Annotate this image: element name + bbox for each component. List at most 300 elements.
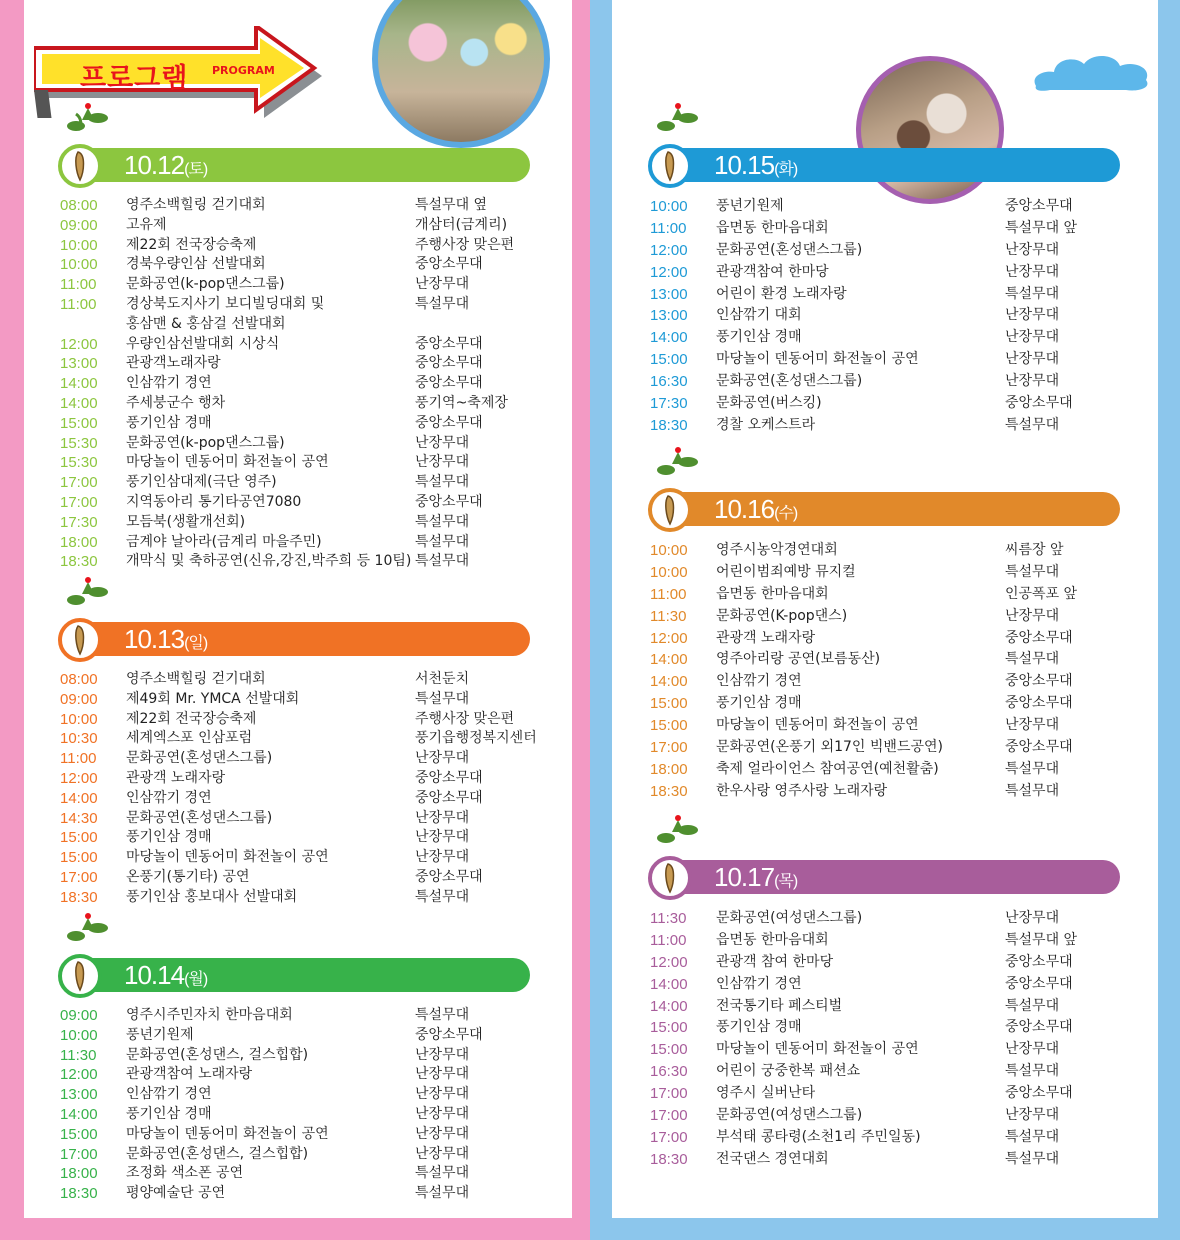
event-time: 18:30 — [650, 416, 688, 434]
event-venue: 인공폭포 앞 — [1005, 585, 1078, 602]
event-name: 조정화 색소폰 공연 — [126, 1165, 244, 1182]
event-name: 모듬북(생활개선회) — [126, 513, 246, 530]
event-time: 12:00 — [60, 335, 98, 353]
event-time: 12:00 — [650, 629, 688, 647]
event-name: 우량인삼선발대회 시상식 — [126, 335, 280, 352]
event-venue: 특설무대 — [1005, 782, 1060, 799]
event-venue: 특설무대 옆 — [415, 197, 488, 213]
event-row — [60, 1105, 530, 1125]
day-header-bar — [650, 492, 1120, 526]
event-row — [650, 1061, 1120, 1083]
event-list — [650, 196, 1120, 437]
event-time: 17:00 — [60, 1145, 98, 1163]
event-row — [650, 737, 1120, 759]
event-row — [60, 394, 530, 414]
event-venue: 중앙소무대 — [1005, 629, 1073, 646]
event-time: 10:30 — [60, 730, 98, 748]
event-name: 문화공연(여성댄스그룹) — [716, 1107, 863, 1124]
event-row — [650, 371, 1120, 393]
event-venue: 난장무대 — [415, 1105, 470, 1122]
event-venue: 특설무대 — [1005, 563, 1060, 580]
event-venue: 특설무대 — [415, 513, 470, 530]
event-name: 마당놀이 덴동어미 화전놀이 공연 — [126, 454, 329, 471]
event-venue: 중앙소무대 — [1005, 975, 1073, 992]
event-time: 15:00 — [650, 351, 688, 369]
event-row — [60, 729, 537, 749]
event-row — [650, 1039, 1120, 1061]
event-venue: 특설무대 — [415, 690, 470, 707]
event-time: 15:30 — [60, 454, 98, 472]
event-time: 14:00 — [60, 394, 98, 412]
ginseng-icon — [58, 574, 118, 664]
event-row — [650, 1127, 1120, 1149]
event-name: 문화공연(혼성댄스그룹) — [126, 809, 273, 826]
event-time: 10:00 — [60, 1026, 98, 1044]
event-venue: 씨름장 앞 — [1005, 542, 1064, 558]
event-row — [60, 414, 530, 434]
event-row — [650, 606, 1120, 628]
day-header-bar — [60, 622, 530, 656]
event-venue: 중앙소무대 — [415, 355, 483, 372]
event-name: 경찰 오케스트라 — [716, 416, 816, 433]
event-list — [60, 1006, 530, 1204]
event-time: 10:00 — [60, 236, 98, 254]
event-venue: 주행사장 맞은편 — [415, 236, 515, 253]
event-venue: 중앙소무대 — [415, 256, 483, 273]
day-title: 10.13(일) — [124, 624, 208, 654]
event-name: 개막식 및 축하공연(신유,강진,박주희 등 10팀) — [126, 553, 412, 570]
event-venue: 중앙소무대 — [415, 493, 483, 510]
event-venue: 특설무대 — [415, 1165, 470, 1182]
event-row — [60, 809, 530, 829]
event-row — [650, 393, 1120, 415]
event-name: 한우사랑 영주사랑 노래자랑 — [716, 782, 888, 799]
event-name: 관광객 참여 한마당 — [716, 953, 834, 970]
event-row — [650, 715, 1120, 737]
event-venue: 특설무대 — [415, 295, 470, 312]
event-time: 16:30 — [650, 1063, 688, 1081]
event-name: 영주시 실버난타 — [716, 1085, 816, 1102]
event-venue: 특설무대 — [1005, 651, 1060, 668]
event-row — [60, 1026, 530, 1046]
event-row — [650, 584, 1120, 606]
event-row — [60, 789, 530, 809]
event-time: 16:30 — [650, 373, 688, 391]
event-name: 문화공연(혼성댄스그룹) — [126, 750, 273, 767]
event-venue: 난장무대 — [415, 809, 470, 826]
event-name: 관광객참여 노래자랑 — [126, 1066, 253, 1083]
event-row — [60, 848, 530, 868]
event-name: 읍면동 한마음대회 — [716, 219, 829, 236]
event-row — [650, 781, 1120, 803]
event-row — [650, 284, 1120, 306]
event-row — [650, 693, 1120, 715]
event-venue: 중앙소무대 — [1005, 739, 1073, 756]
event-row — [650, 649, 1120, 671]
event-name: 전국통기타 페스티벌 — [716, 997, 843, 1014]
event-time: 17:00 — [650, 739, 688, 757]
event-row — [60, 196, 530, 216]
event-row — [60, 1006, 530, 1026]
event-time: 15:00 — [650, 695, 688, 713]
event-row — [60, 710, 530, 730]
event-list — [650, 908, 1120, 1171]
event-time: 14:00 — [60, 375, 98, 393]
event-venue: 중앙소무대 — [1005, 673, 1073, 690]
event-name: 제22회 전국장승축제 — [126, 236, 257, 253]
event-time: 12:00 — [650, 241, 688, 259]
event-time: 14:00 — [650, 651, 688, 669]
event-row — [60, 315, 530, 335]
event-name: 금계야 날아라(금계리 마을주민) — [126, 533, 322, 550]
event-name: 문화공연(버스킹) — [716, 395, 822, 412]
event-time: 10:00 — [650, 198, 688, 215]
event-name: 마당놀이 덴동어미 화전놀이 공연 — [716, 1041, 919, 1058]
event-time: 15:00 — [650, 1019, 688, 1037]
event-name: 문화공연(온풍기 외17인 빅밴드공연) — [716, 739, 943, 756]
event-name: 문화공연(혼성댄스그룹) — [716, 241, 863, 258]
event-row — [60, 374, 530, 394]
event-row — [650, 562, 1120, 584]
event-time: 13:00 — [650, 307, 688, 325]
event-list — [60, 670, 537, 908]
event-time: 15:00 — [60, 829, 98, 847]
event-venue: 특설무대 — [1005, 1063, 1060, 1080]
event-row — [60, 255, 530, 275]
event-venue: 중앙소무대 — [1005, 1085, 1073, 1102]
event-row — [650, 974, 1120, 996]
event-row — [60, 216, 530, 236]
event-name: 문화공연(혼성댄스그룹) — [716, 373, 863, 390]
event-name: 전국댄스 경연대회 — [716, 1150, 829, 1167]
day-title: 10.14(월) — [124, 960, 208, 990]
event-time: 14:00 — [650, 673, 688, 691]
event-time: 13:00 — [650, 285, 688, 303]
event-name: 관광객참여 한마당 — [716, 263, 829, 280]
event-row — [60, 1145, 530, 1165]
event-name: 어린이 궁중한복 패션쇼 — [716, 1063, 861, 1080]
event-time: 18:30 — [650, 782, 688, 800]
event-row — [60, 513, 530, 533]
event-time: 17:00 — [650, 1107, 688, 1125]
event-name: 영주소백힐링 걷기대회 — [126, 197, 266, 213]
event-time: 18:00 — [650, 760, 688, 778]
event-name: 부석태 콩타령(소천1리 주민일동) — [716, 1128, 921, 1145]
event-time: 11:00 — [650, 931, 687, 949]
event-row — [60, 1046, 530, 1066]
event-row — [60, 275, 530, 295]
event-time: 10:00 — [650, 563, 688, 581]
event-time: 14:00 — [60, 789, 98, 807]
banner-subtitle: PROGRAM — [212, 64, 275, 77]
event-time: 13:00 — [60, 1086, 98, 1104]
event-venue: 난장무대 — [415, 434, 470, 451]
event-row — [60, 1085, 530, 1105]
event-row — [60, 888, 530, 908]
event-time: 12:00 — [60, 1066, 98, 1084]
event-venue: 풍기읍행정복지센터 — [415, 730, 537, 747]
event-name: 어린이 환경 노래자랑 — [716, 285, 847, 302]
event-venue: 특설무대 — [415, 1007, 470, 1023]
event-venue: 특설무대 — [1005, 1150, 1060, 1167]
event-venue: 난장무대 — [415, 829, 470, 846]
event-time: 15:00 — [60, 849, 98, 867]
event-name: 문화공연(k-pop댄스그룹) — [126, 276, 285, 293]
event-venue: 특설무대 — [1005, 416, 1060, 433]
event-row — [60, 434, 530, 454]
event-name: 지역동아리 통기타공연7080 — [126, 493, 302, 510]
day-title: 10.17(목) — [714, 862, 798, 892]
event-time: 17:00 — [60, 868, 98, 886]
event-row — [650, 1083, 1120, 1105]
event-time: 09:00 — [60, 1007, 98, 1024]
event-row — [60, 749, 530, 769]
event-time: 08:00 — [60, 197, 98, 214]
day-header-bar — [650, 148, 1120, 182]
event-name: 풍기인삼 경매 — [126, 1105, 212, 1122]
event-venue: 난장무대 — [1005, 241, 1060, 258]
event-time: 17:30 — [650, 395, 688, 413]
event-name: 영주시농악경연대회 — [716, 542, 838, 558]
event-name: 관광객 노래자랑 — [716, 629, 816, 646]
event-time: 18:30 — [60, 553, 98, 571]
event-time: 13:00 — [60, 355, 98, 373]
event-name: 영주아리랑 공연(보름동산) — [716, 651, 881, 668]
event-name: 풍기인삼 경매 — [126, 829, 212, 846]
event-row — [650, 930, 1120, 952]
event-venue: 난장무대 — [1005, 329, 1060, 346]
ginseng-icon — [58, 910, 118, 1000]
event-time: 12:00 — [650, 263, 688, 281]
event-venue: 난장무대 — [415, 849, 470, 866]
event-row — [60, 1125, 530, 1145]
event-name: 인삼깎기 경연 — [716, 975, 802, 992]
event-row — [650, 305, 1120, 327]
event-name: 영주소백힐링 걷기대회 — [126, 671, 266, 687]
event-venue: 중앙소무대 — [415, 1026, 483, 1043]
event-row — [60, 335, 530, 355]
event-time: 14:00 — [650, 997, 688, 1015]
event-venue: 서천둔치 — [415, 671, 470, 687]
event-row — [650, 1105, 1120, 1127]
event-name: 인삼깎기 경연 — [126, 1086, 212, 1103]
event-row — [650, 349, 1120, 371]
event-name: 마당놀이 덴동어미 화전놀이 공연 — [126, 1125, 329, 1142]
event-venue: 난장무대 — [1005, 910, 1060, 926]
event-name: 축제 얼라이언스 참여공연(예천활춤) — [716, 760, 939, 777]
event-row — [650, 415, 1120, 437]
event-venue: 중앙소무대 — [415, 789, 483, 806]
event-venue: 특설무대 — [415, 553, 470, 570]
event-venue: 난장무대 — [1005, 1107, 1060, 1124]
event-name: 주세붕군수 행차 — [126, 394, 226, 411]
event-time: 17:00 — [60, 493, 98, 511]
day-title: 10.12(토) — [124, 150, 208, 180]
event-time: 10:00 — [650, 542, 688, 559]
event-name: 관광객노래자랑 — [126, 355, 221, 372]
event-venue: 특설무대 앞 — [1005, 219, 1078, 236]
event-time: 15:00 — [60, 1125, 98, 1143]
event-time: 15:00 — [650, 717, 688, 735]
event-name: 경상북도지사기 보디빌딩대회 및 — [126, 295, 325, 312]
event-name: 마당놀이 덴동어미 화전놀이 공연 — [716, 351, 919, 368]
event-name: 읍면동 한마음대회 — [716, 585, 829, 602]
event-row — [60, 473, 530, 493]
event-venue: 특설무대 — [1005, 997, 1060, 1014]
event-list — [650, 540, 1120, 803]
event-venue: 중앙소무대 — [1005, 953, 1073, 970]
event-row — [650, 240, 1120, 262]
event-venue: 특설무대 — [1005, 760, 1060, 777]
event-row — [650, 952, 1120, 974]
event-name: 풍기인삼 경매 — [716, 329, 802, 346]
event-time: 11:30 — [650, 607, 687, 625]
event-name: 제49회 Mr. YMCA 선발대회 — [126, 690, 300, 707]
event-row — [60, 533, 530, 553]
event-row — [60, 493, 530, 513]
event-venue: 중앙소무대 — [1005, 198, 1073, 214]
event-venue: 난장무대 — [415, 276, 470, 293]
event-time: 14:00 — [650, 329, 688, 347]
event-venue: 중앙소무대 — [1005, 1019, 1073, 1036]
event-name: 풍기인삼 경매 — [716, 695, 802, 712]
event-venue: 중앙소무대 — [1005, 695, 1073, 712]
event-row — [650, 540, 1120, 562]
event-time: 17:30 — [60, 513, 98, 531]
event-name: 문화공연(여성댄스그룹) — [716, 910, 863, 926]
ginseng-icon — [648, 812, 708, 902]
event-name: 풍기인삼대제(극단 영주) — [126, 474, 277, 491]
event-venue: 주행사장 맞은편 — [415, 710, 515, 727]
event-time: 15:00 — [650, 1041, 688, 1059]
event-row — [60, 828, 530, 848]
event-venue: 난장무대 — [415, 454, 470, 471]
event-row — [650, 996, 1120, 1018]
event-venue: 특설무대 — [415, 533, 470, 550]
event-row — [650, 908, 1120, 930]
event-row — [60, 295, 530, 315]
event-venue: 난장무대 — [1005, 351, 1060, 368]
event-name: 인삼깎기 경연 — [126, 375, 212, 392]
event-time: 11:00 — [60, 750, 97, 768]
ginseng-icon — [648, 444, 708, 534]
event-time: 10:00 — [60, 256, 98, 274]
event-row — [60, 354, 530, 374]
event-name: 평양예술단 공연 — [126, 1185, 226, 1202]
event-time: 10:00 — [60, 710, 98, 728]
event-name: 어린이범죄예방 뮤지컬 — [716, 563, 856, 580]
event-time: 17:00 — [60, 474, 98, 492]
day-header-bar — [60, 958, 530, 992]
event-name: 제22회 전국장승축제 — [126, 710, 257, 727]
event-row — [60, 1164, 530, 1184]
day-header-bar — [60, 148, 530, 182]
event-name: 문화공연(k-pop댄스그룹) — [126, 434, 285, 451]
event-time: 09:00 — [60, 690, 98, 708]
event-time: 11:00 — [650, 585, 687, 603]
event-name: 온풍기(통기타) 공연 — [126, 868, 250, 885]
event-venue: 중앙소무대 — [415, 414, 483, 431]
event-name: 관광객 노래자랑 — [126, 769, 226, 786]
event-venue: 난장무대 — [415, 750, 470, 767]
event-time: 11:00 — [60, 295, 97, 313]
event-row — [60, 1065, 530, 1085]
event-time: 14:30 — [60, 809, 98, 827]
ginseng-icon — [58, 100, 118, 190]
event-venue: 특설무대 — [415, 474, 470, 491]
event-name: 풍기인삼 경매 — [126, 414, 212, 431]
event-venue: 중앙소무대 — [415, 375, 483, 392]
event-row — [650, 759, 1120, 781]
event-time: 15:00 — [60, 414, 98, 432]
event-venue: 특설무대 — [1005, 1128, 1060, 1145]
day-header-bar — [650, 860, 1120, 894]
event-time: 12:00 — [60, 769, 98, 787]
event-venue: 난장무대 — [1005, 717, 1060, 734]
event-row — [650, 327, 1120, 349]
day-title: 10.16(수) — [714, 494, 798, 524]
event-row — [60, 868, 530, 888]
event-name: 문화공연(혼성댄스, 걸스힙합) — [126, 1046, 309, 1063]
event-name: 인삼깎기 경연 — [716, 673, 802, 690]
event-row — [60, 670, 530, 690]
event-name: 문화공연(K-pop댄스) — [716, 607, 848, 624]
event-row — [60, 453, 530, 473]
event-row — [60, 1184, 530, 1204]
event-time: 12:00 — [650, 953, 688, 971]
event-name: 읍면동 한마음대회 — [716, 931, 829, 948]
event-row — [60, 552, 530, 572]
event-venue: 난장무대 — [1005, 1041, 1060, 1058]
event-row — [60, 236, 530, 256]
event-name: 홍삼맨 & 홍삼걸 선발대회 — [126, 315, 286, 332]
event-time: 08:00 — [60, 671, 98, 688]
event-name: 인삼깎기 대회 — [716, 307, 802, 324]
event-name: 마당놀이 덴동어미 화전놀이 공연 — [126, 849, 329, 866]
event-time: 11:00 — [60, 276, 97, 294]
event-row — [650, 196, 1120, 218]
event-name: 고유제 — [126, 216, 167, 233]
event-venue: 중앙소무대 — [415, 769, 483, 786]
event-venue: 난장무대 — [1005, 307, 1060, 324]
event-time: 14:00 — [60, 1105, 98, 1123]
event-time: 18:00 — [60, 1165, 98, 1183]
event-name: 풍년기원제 — [716, 198, 784, 214]
event-row — [650, 218, 1120, 240]
event-time: 14:00 — [650, 975, 688, 993]
event-name: 풍기인삼 홍보대사 선발대회 — [126, 888, 298, 905]
event-venue: 난장무대 — [415, 1046, 470, 1063]
event-row — [650, 262, 1120, 284]
event-venue: 특설무대 — [415, 888, 470, 905]
event-name: 영주시주민자치 한마음대회 — [126, 1007, 293, 1023]
event-name: 풍년기원제 — [126, 1026, 194, 1043]
event-time: 17:00 — [650, 1128, 688, 1146]
event-row — [60, 690, 530, 710]
event-time: 15:30 — [60, 434, 98, 452]
event-row — [650, 628, 1120, 650]
event-name: 마당놀이 덴동어미 화전놀이 공연 — [716, 717, 919, 734]
ginseng-icon — [648, 100, 708, 190]
event-row — [60, 769, 530, 789]
event-name: 문화공연(혼성댄스, 걸스힙합) — [126, 1145, 309, 1162]
event-venue: 난장무대 — [1005, 607, 1060, 624]
event-row — [650, 1017, 1120, 1039]
event-time: 18:00 — [60, 533, 98, 551]
event-venue: 중앙소무대 — [415, 335, 483, 352]
event-row — [650, 671, 1120, 693]
event-venue: 난장무대 — [415, 1145, 470, 1162]
